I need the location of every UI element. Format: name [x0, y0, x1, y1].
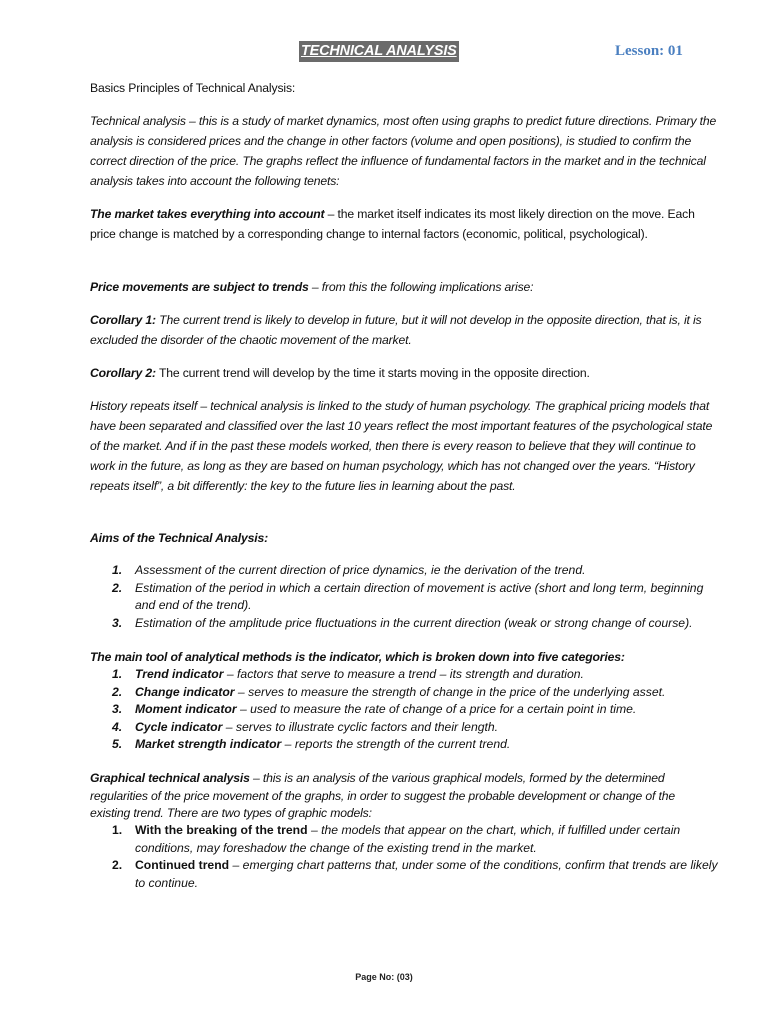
list-number: 2.: [112, 858, 123, 872]
list-item-text: – factors that serve to measure a trend – its strength and duration.: [223, 667, 584, 681]
tenet-trends-lead: Price movements are subject to trends: [90, 280, 309, 294]
corollary-1-text: The current trend is likely to develop in future, but it will not develop in the opposite direction, that is, it is excluded the disorder of the chaotic movement of the market.: [90, 313, 702, 347]
aims-list: [90, 562, 718, 632]
section-heading-tools: The main tool of analytical methods is the indicator, which is broken down into five categories:: [90, 650, 625, 664]
list-item-text: – the models that appear on the chart, which, if fulfilled under certain conditions, may foreshadow the change of the existing trend in the market.: [135, 823, 681, 855]
list-item-lead: Change indicator: [135, 684, 235, 699]
graphic-models-list: [90, 822, 718, 892]
intro-paragraph: Technical analysis – this is a study of market dynamics, most often using graphs to predict future directions. Primary the analysis is considered prices and the change in other factors (volume and open positions), is studied to confirm the correct direction of the price. The graphs reflect the influence of fundamental factors in the market and in the technical analysis takes into account the following tenets:: [90, 114, 717, 188]
tenet-market-paragraph: [90, 204, 718, 244]
list-item: [90, 701, 718, 719]
tenet-trends-text: – from this the following implications arise:: [308, 280, 534, 294]
graphical-analysis-paragraph: [90, 770, 718, 823]
list-item-text: – used to measure the rate of change of a price for a certain point in time.: [236, 702, 637, 716]
tenet-market-text: – the market itself indicates its most likely direction on the move. Each price change is matched by a corresponding change to internal factors (economic, political, psychological).: [90, 207, 695, 241]
page-title: TECHNICAL ANALYSIS: [299, 41, 459, 62]
list-item-text: Estimation of the period in which a certain direction of movement is active (short and long term, beginning and end of the trend).: [135, 580, 704, 612]
section-heading-aims: Aims of the Technical Analysis:: [90, 531, 268, 545]
list-item-lead: Continued trend: [135, 858, 230, 872]
list-number: 1.: [112, 667, 123, 681]
corollary-1-paragraph: [90, 310, 718, 350]
list-item-text: Estimation of the amplitude price fluctuations in the current direction (weak or strong change of course).: [135, 615, 693, 630]
tenet-trends-paragraph: [90, 277, 718, 297]
indicator-list: [90, 666, 718, 754]
list-number: 3.: [112, 702, 123, 716]
list-number: 4.: [112, 719, 123, 734]
list-item: [90, 580, 718, 615]
corollary-2-paragraph: [90, 363, 718, 383]
list-item: [90, 822, 718, 857]
list-number: 1.: [112, 823, 123, 837]
corollary-1-lead: Corollary 1:: [90, 313, 156, 327]
list-number: 2.: [112, 684, 123, 699]
section-heading-basics: Basics Principles of Technical Analysis:: [90, 81, 296, 95]
list-item-lead: Moment indicator: [135, 702, 237, 716]
graphical-analysis-text: – this is an analysis of the various graphical models, formed by the determined regularities of the price movement of the graphs, in order to suggest the probable development or change of the existing trend. There are two types of graphic models:: [90, 771, 675, 820]
list-item: [90, 615, 718, 633]
list-item-lead: Market strength indicator: [135, 737, 282, 751]
history-paragraph: History repeats itself – technical analysis is linked to the study of human psychology. The graphical pricing models that have been separated and classified over the last 10 years reflect the most important features of the psychological state of the market. And if in the past these models worked, then there is every reason to believe that they will continue to work in the future, as long as they are based on human psychology, which has not changed over the years. “History repeats itself”, a bit differently: the key to the future lies in learning about the past.: [90, 399, 713, 493]
corollary-2-lead: Corollary 2:: [90, 366, 156, 380]
list-item-lead: Cycle indicator: [135, 719, 223, 734]
list-item: [90, 666, 718, 684]
list-number: 5.: [112, 737, 123, 751]
list-item: [90, 736, 718, 754]
list-item-lead: With the breaking of the trend: [135, 823, 308, 837]
list-item-text: Assessment of the current direction of price dynamics, ie the derivation of the trend.: [135, 563, 586, 577]
list-item: [90, 562, 718, 580]
list-item: [90, 719, 718, 737]
page-number: Page No: (03): [355, 972, 413, 982]
list-item-text: – serves to illustrate cyclic factors and their length.: [222, 719, 499, 734]
list-item-text: – serves to measure the strength of change in the price of the underlying asset.: [234, 684, 666, 699]
list-number: 2.: [112, 580, 123, 595]
lesson-label: Lesson: 01: [615, 43, 683, 59]
list-item: [90, 684, 718, 702]
list-item-text: – reports the strength of the current trend.: [281, 737, 511, 751]
list-item: [90, 857, 718, 892]
graphical-analysis-lead: Graphical technical analysis: [90, 771, 250, 785]
list-number: 3.: [112, 615, 123, 630]
tenet-market-lead: The market takes everything into account: [90, 207, 325, 221]
list-item-text: – emerging chart patterns that, under some of the conditions, confirm that trends are likely to continue.: [135, 858, 718, 890]
list-item-lead: Trend indicator: [135, 667, 224, 681]
list-number: 1.: [112, 563, 123, 577]
corollary-2-text: The current trend will develop by the time it starts moving in the opposite direction.: [155, 366, 590, 380]
